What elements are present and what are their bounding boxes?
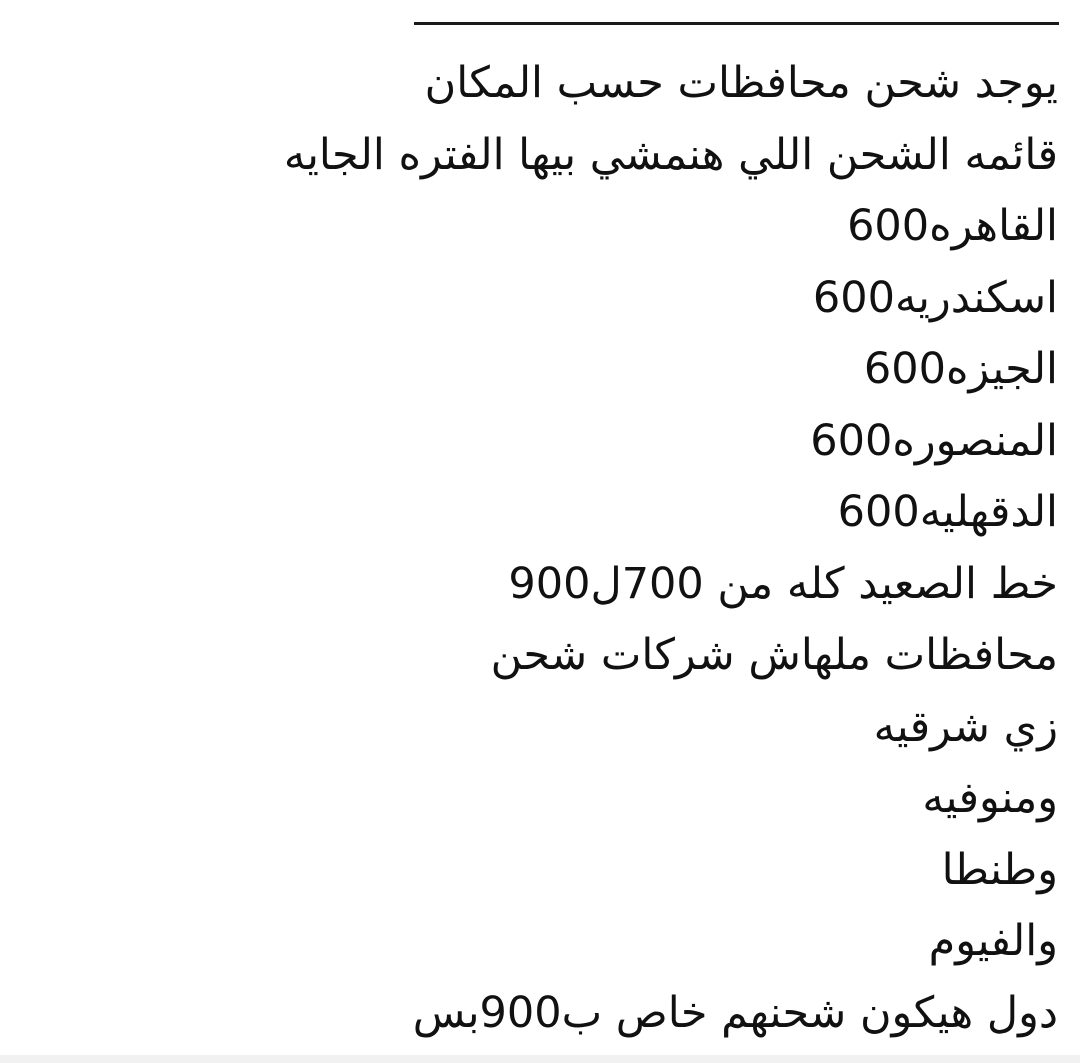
message-text [18,48,1058,1049]
message-line: المنصوره600 [810,415,1058,466]
bottom-strip [0,1055,1080,1063]
message-line: قائمه الشحن اللي هنمشي بيها الفتره الجايه [283,129,1058,180]
message-line: يوجد شحن محافظات حسب المكان [424,58,1058,108]
message-line: زي شرقيه [873,701,1058,752]
message-line: ومنوفيه [922,773,1058,823]
message-line: دول هيكون شحنهم خاص ب900بس [412,987,1058,1038]
message-line: القاهره600 [847,201,1058,251]
top-divider [414,22,1059,25]
message-line: والفيوم [928,916,1058,966]
message-line: محافظات ملهاش شركات شحن [490,630,1058,680]
message-line: خط الصعيد كله من 700ل900 [508,558,1058,609]
message-line: الجيزه600 [863,344,1058,394]
message-line: الدقهليه600 [837,487,1058,537]
message-line: وطنطا [941,844,1058,895]
message-line: اسكندريه600 [812,272,1058,323]
